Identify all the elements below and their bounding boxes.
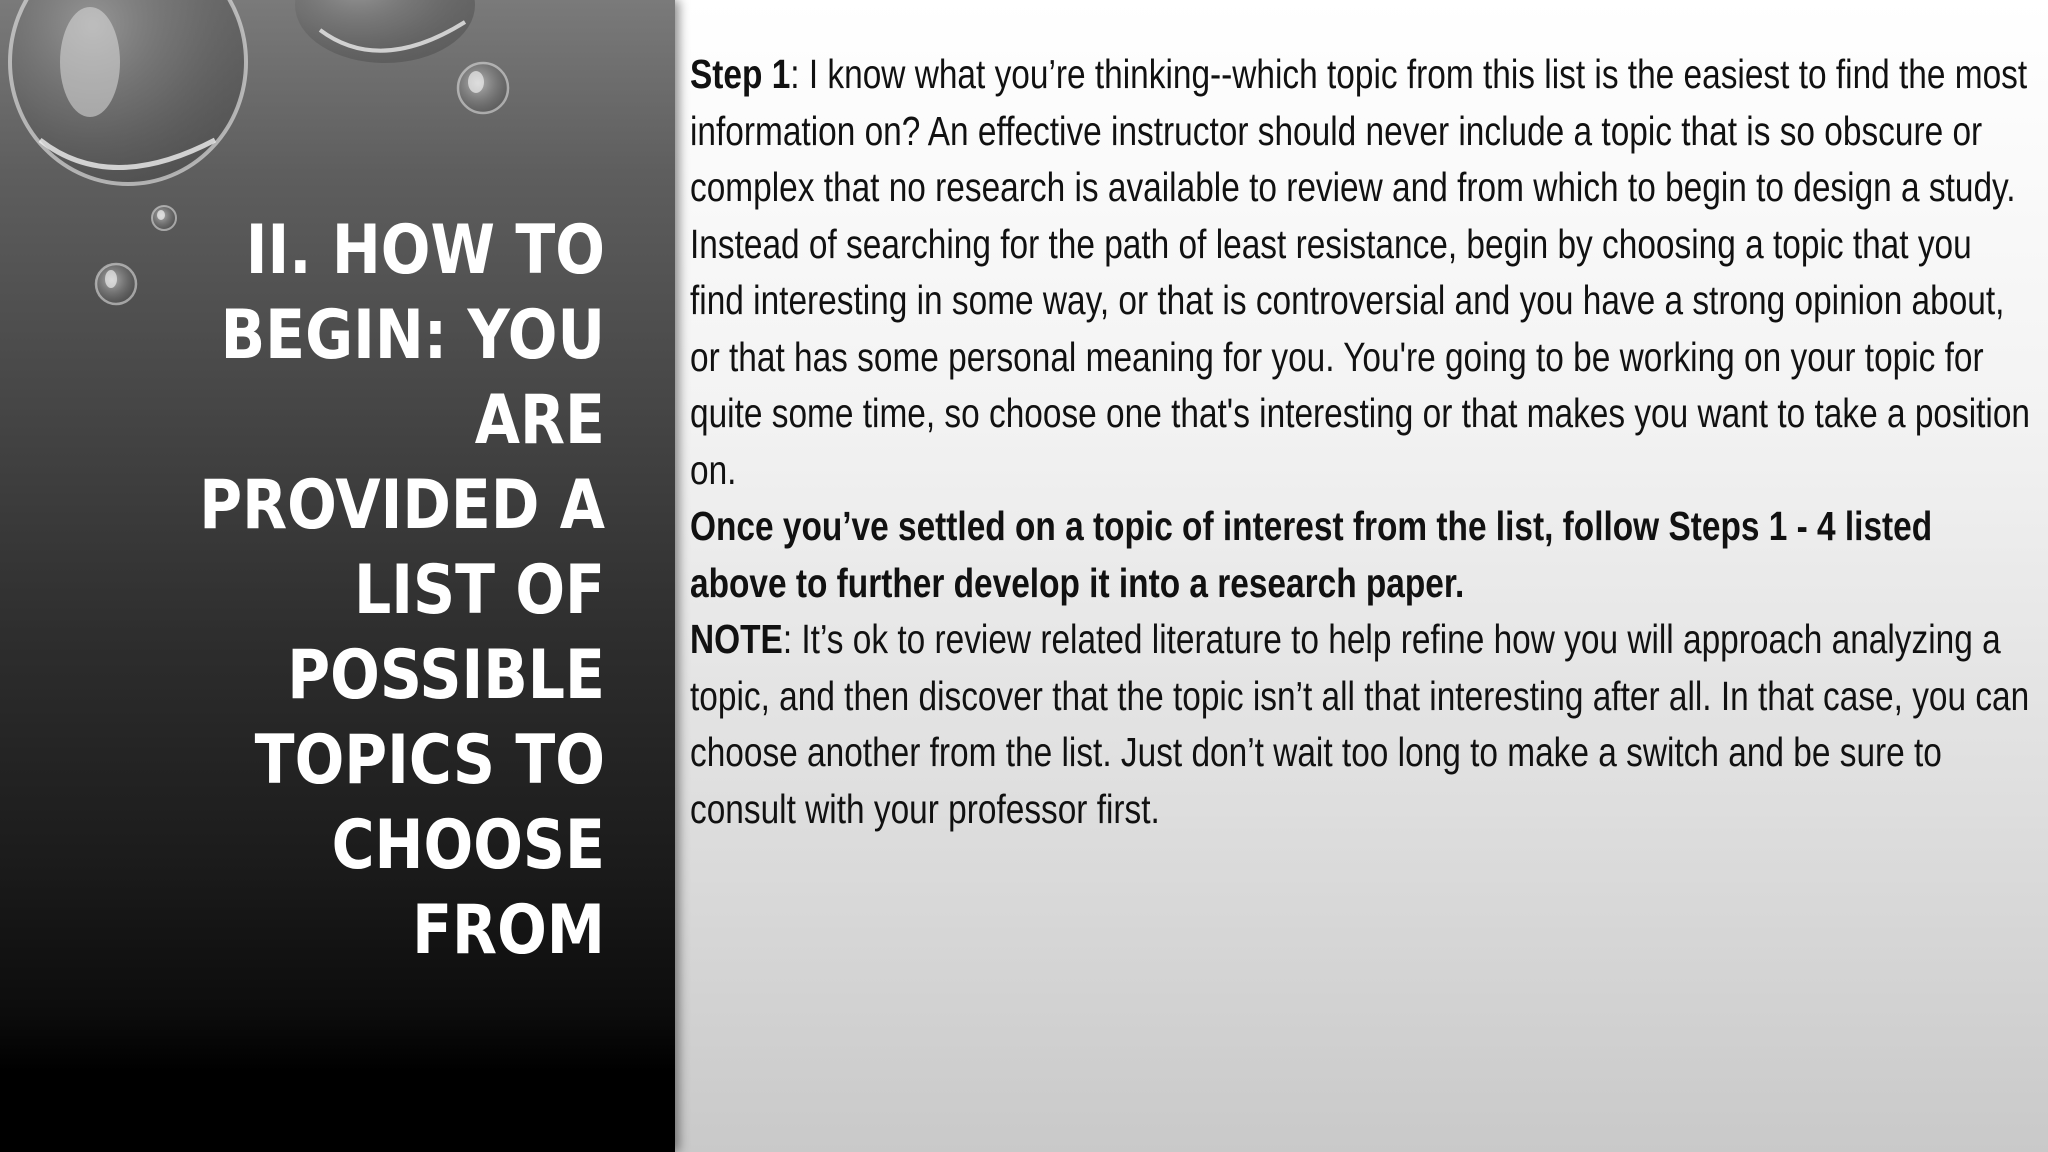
note-paragraph [690, 611, 2031, 837]
small-water-drop-icon [458, 63, 508, 113]
medium-water-drop-icon [295, 0, 475, 63]
large-water-drop-icon [10, 0, 246, 184]
title-panel [0, 0, 675, 1152]
slide-body [690, 46, 2031, 837]
slide-title: II. HOW TO BEGIN: YOU ARE PROVIDED A LIST OF POSSIBLE TOPICS TO CHOOSE FROM [199, 211, 605, 970]
follow-steps-paragraph: Once you’ve settled on a topic of interest from the list, follow Steps 1 - 4 listed above to further develop it into a research paper. [690, 503, 1933, 606]
step-1-paragraph [690, 46, 2031, 498]
note-text: : It’s ok to review related literature to help refine how you will approach analyzing a topic, and then discover that the topic isn’t all that interesting after all. In that case, you can choose another from the list. Just don’t wait too long to make a switch and be sure to consult with your professor first. [690, 616, 2030, 832]
step-1-text: : I know what you’re thinking--which topic from this list is the easiest to find the most information on? An effective instructor should never include a topic that is so obscure or complex that no research is available to review and from which to begin to design a study. Instead of searching for the path of least resistance, begin by choosing a topic that you find interesting in some way, or that is controversial and you have a strong opinion about, or that has some personal meaning for you. You're going to be working on your topic for quite some time, so choose one that's interesting or that makes you want to take a position on. [690, 51, 2031, 493]
step-1-label: Step 1 [690, 51, 791, 97]
note-label: NOTE [690, 616, 783, 662]
